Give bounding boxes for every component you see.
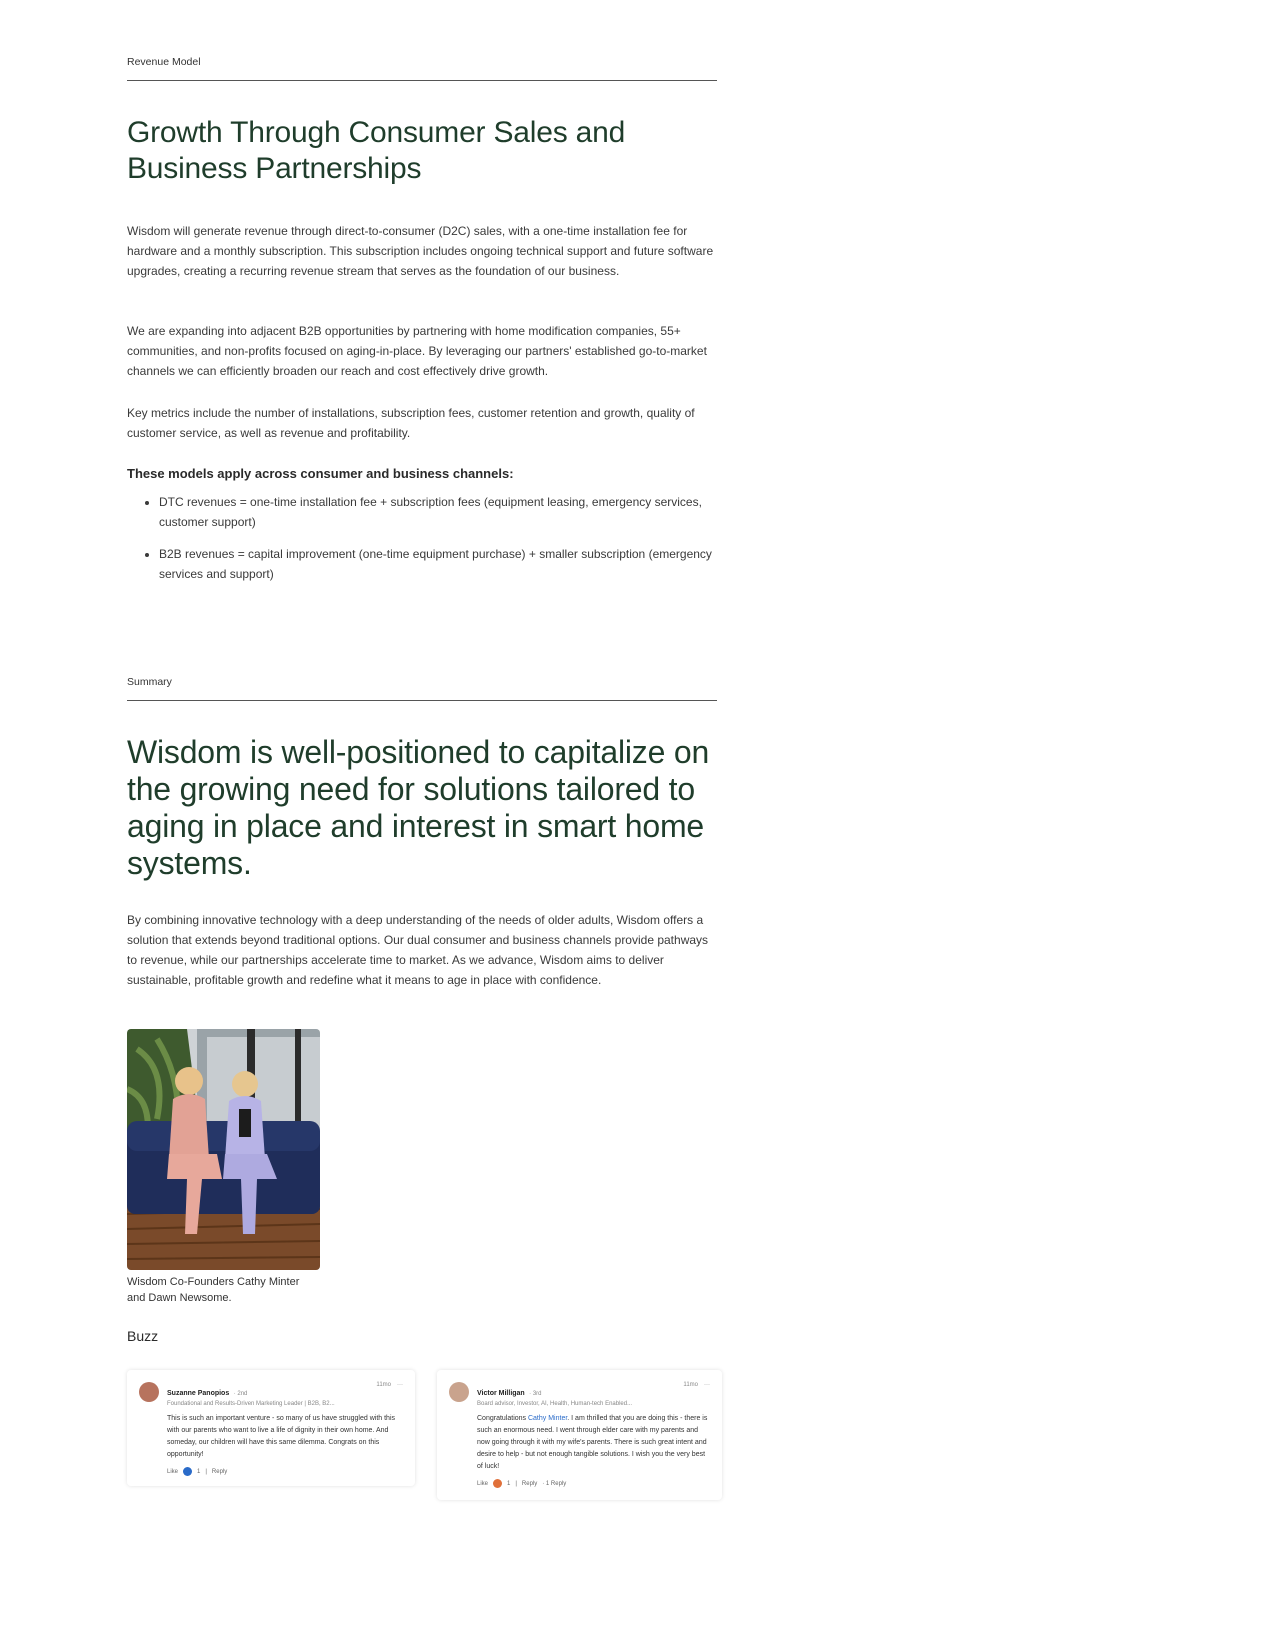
more-options-icon[interactable]: ··· [397,1382,403,1388]
action-separator: | [205,1468,207,1475]
summary-title-line: Wisdom is well-positioned to capitalize on [127,734,710,770]
reaction-count: 1 [507,1480,511,1487]
founders-photo-art [127,1029,320,1270]
commenter-headline: Board advisor, Investor, AI, Health, Human-tech Enabled... [477,1401,633,1407]
revenue-title [127,115,747,187]
revenue-paragraph-2: We are expanding into adjacent B2B opportunities by partnering with home modification companies, 55+ communities, and non-profits focused on aging-in-place. By leveraging our partners' established go-to-market channels we can efficiently broaden our reach and cost effectively drive growth. [127,324,707,378]
comment-text: . I am thrilled that you are doing this - there is such an enormous need. I went through elder care with my parents and now going through it with my wife's parents. There is such great intent and desire to help - but not enough tangible solutions. I wish you the very best of luck! [477,1415,708,1470]
bullet-dtc: • DTC revenues = one-time installation fee + subscription fees (equipment leasing, emergency services, customer support) [159,492,719,532]
avatar [449,1382,469,1402]
like-reaction-icon [183,1467,192,1476]
summary-paragraph: By combining innovative technology with a deep understanding of the needs of older adults, Wisdom offers a solution that extends beyond traditional options. Our dual consumer and business channels provide pathways to revenue, while our partnerships accelerate time to market. As we advance, Wisdom aims to deliver sustainable, profitable growth and redefine what it means to age in place with confidence. [127,913,709,987]
buzz-heading: Buzz [127,1328,159,1344]
photo-caption [127,1274,299,1306]
revenue-title-line2: Business Partnerships [127,152,422,185]
reply-button[interactable]: Reply [521,1480,538,1487]
like-button[interactable]: Like [167,1468,179,1475]
comment-time: 11mo [683,1382,698,1388]
like-button[interactable]: Like [477,1480,489,1487]
summary-title [127,734,747,882]
more-options-icon[interactable]: ··· [704,1382,710,1388]
celebrate-reaction-icon [493,1479,502,1488]
comment-time: 11mo [376,1382,391,1388]
avatar [139,1382,159,1402]
buzz-comment-card [437,1370,722,1500]
action-separator: | [515,1480,517,1487]
photo-caption-line2: and Dawn Newsome. [127,1292,232,1304]
commenter-headline: Foundational and Results-Driven Marketing Leader | B2B, B2... [167,1401,335,1407]
models-subhead: These models apply across consumer and business channels: [127,466,514,481]
summary-title-line: systems. [127,845,252,881]
section-eyebrow-revenue: Revenue Model [127,56,201,68]
reaction-count: 1 [197,1468,201,1475]
section-divider [127,700,717,701]
comment-actions [167,1467,403,1476]
summary-title-line: the growing need for solutions tailored to [127,771,695,807]
comment-actions [477,1479,710,1488]
connection-degree: · 3rd [529,1391,542,1397]
revenue-paragraph-1: Wisdom will generate revenue through direct-to-consumer (D2C) sales, with a one-time installation fee for hardware and a monthly subscription. This subscription includes ongoing technical support and future software upgrades, creating a recurring revenue stream that serves as the foundation of our business. [127,224,714,278]
commenter-name[interactable]: Victor Milligan [477,1390,525,1397]
revenue-paragraph-3: Key metrics include the number of installations, subscription fees, customer retention and growth, quality of customer service, as well as revenue and profitability. [127,406,695,440]
mention-link[interactable]: Cathy Minter [527,1415,568,1422]
founders-photo [127,1029,320,1270]
section-divider [127,80,717,81]
connection-degree: · 2nd [233,1391,248,1397]
comment-body [477,1413,710,1473]
photo-caption-line1: Wisdom Co-Founders Cathy Minter [127,1276,300,1288]
buzz-comment-card [127,1370,415,1486]
commenter-name[interactable]: Suzanne Panopios [167,1390,230,1397]
bullet-b2b: • B2B revenues = capital improvement (one-time equipment purchase) + smaller subscription (emergency services and support) [159,544,719,584]
revenue-bullets [127,492,719,596]
summary-title-line: aging in place and interest in smart home [127,808,705,844]
section-eyebrow-summary: Summary [127,676,172,688]
reply-count[interactable]: · 1 Reply [542,1480,567,1487]
comment-text: Congratulations [477,1415,528,1422]
revenue-title-line1: Growth Through Consumer Sales and [127,116,626,149]
reply-button[interactable]: Reply [211,1468,228,1475]
comment-body: This is such an important venture - so many of us have struggled with this with our parents who want to live a life of dignity in their own home. And someday, our children will have this same dilemma. Congrats on this opportunity! [167,1415,395,1458]
